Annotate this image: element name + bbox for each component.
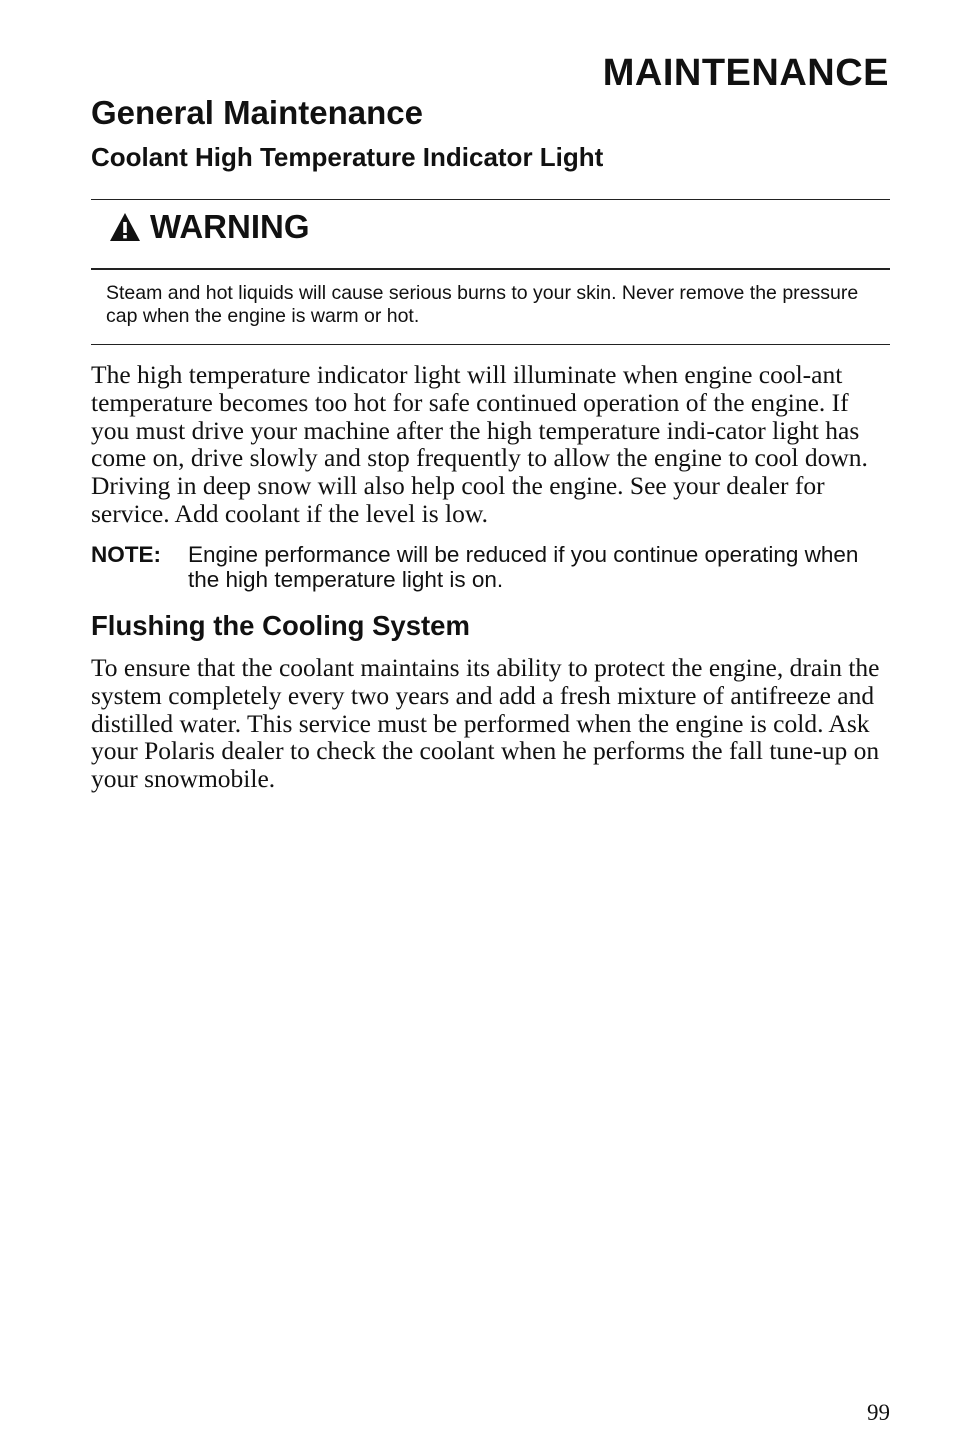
- warning-title: WARNING: [150, 208, 310, 245]
- warning-top-rule: [91, 199, 890, 200]
- note-label: NOTE:: [91, 542, 161, 567]
- warning-mid-rule: [91, 268, 890, 270]
- chapter-title: MAINTENANCE: [602, 52, 889, 94]
- paragraph-high-temperature: The high temperature indicator light will illuminate when engine cool-ant temperature becomes too hot for safe continued operation of the engine. If you must drive your machine after the high temperature indi-cator light has come on, drive slowly and stop frequently to allow the engine to cool down. Driving in deep snow will also help cool the engine. See your dealer for service. Add coolant if the level is low.: [91, 360, 868, 528]
- warning-header: [108, 208, 310, 246]
- warning-text: Steam and hot liquids will cause serious burns to your skin. Never remove the pressure cap when the engine is warm or hot.: [106, 282, 859, 327]
- section-title: General Maintenance: [91, 94, 423, 131]
- warning-triangle-icon: [108, 211, 142, 243]
- note: [91, 542, 891, 592]
- paragraph-flushing: To ensure that the coolant maintains its ability to protect the engine, drain the system completely every two years and add a fresh mixture of antifreeze and distilled water. This service must be performed when the engine is cold. Ask your Polaris dealer to check the coolant when he performs the fall tune-up on your snowmobile.: [91, 653, 880, 794]
- page-number: 99: [867, 1400, 890, 1425]
- heading-flushing: Flushing the Cooling System: [91, 610, 470, 641]
- subsection-title: Coolant High Temperature Indicator Light: [91, 142, 604, 172]
- note-text: Engine performance will be reduced if you continue operating when the high temperature light is on.: [188, 542, 859, 592]
- warning-bottom-rule: [91, 344, 890, 345]
